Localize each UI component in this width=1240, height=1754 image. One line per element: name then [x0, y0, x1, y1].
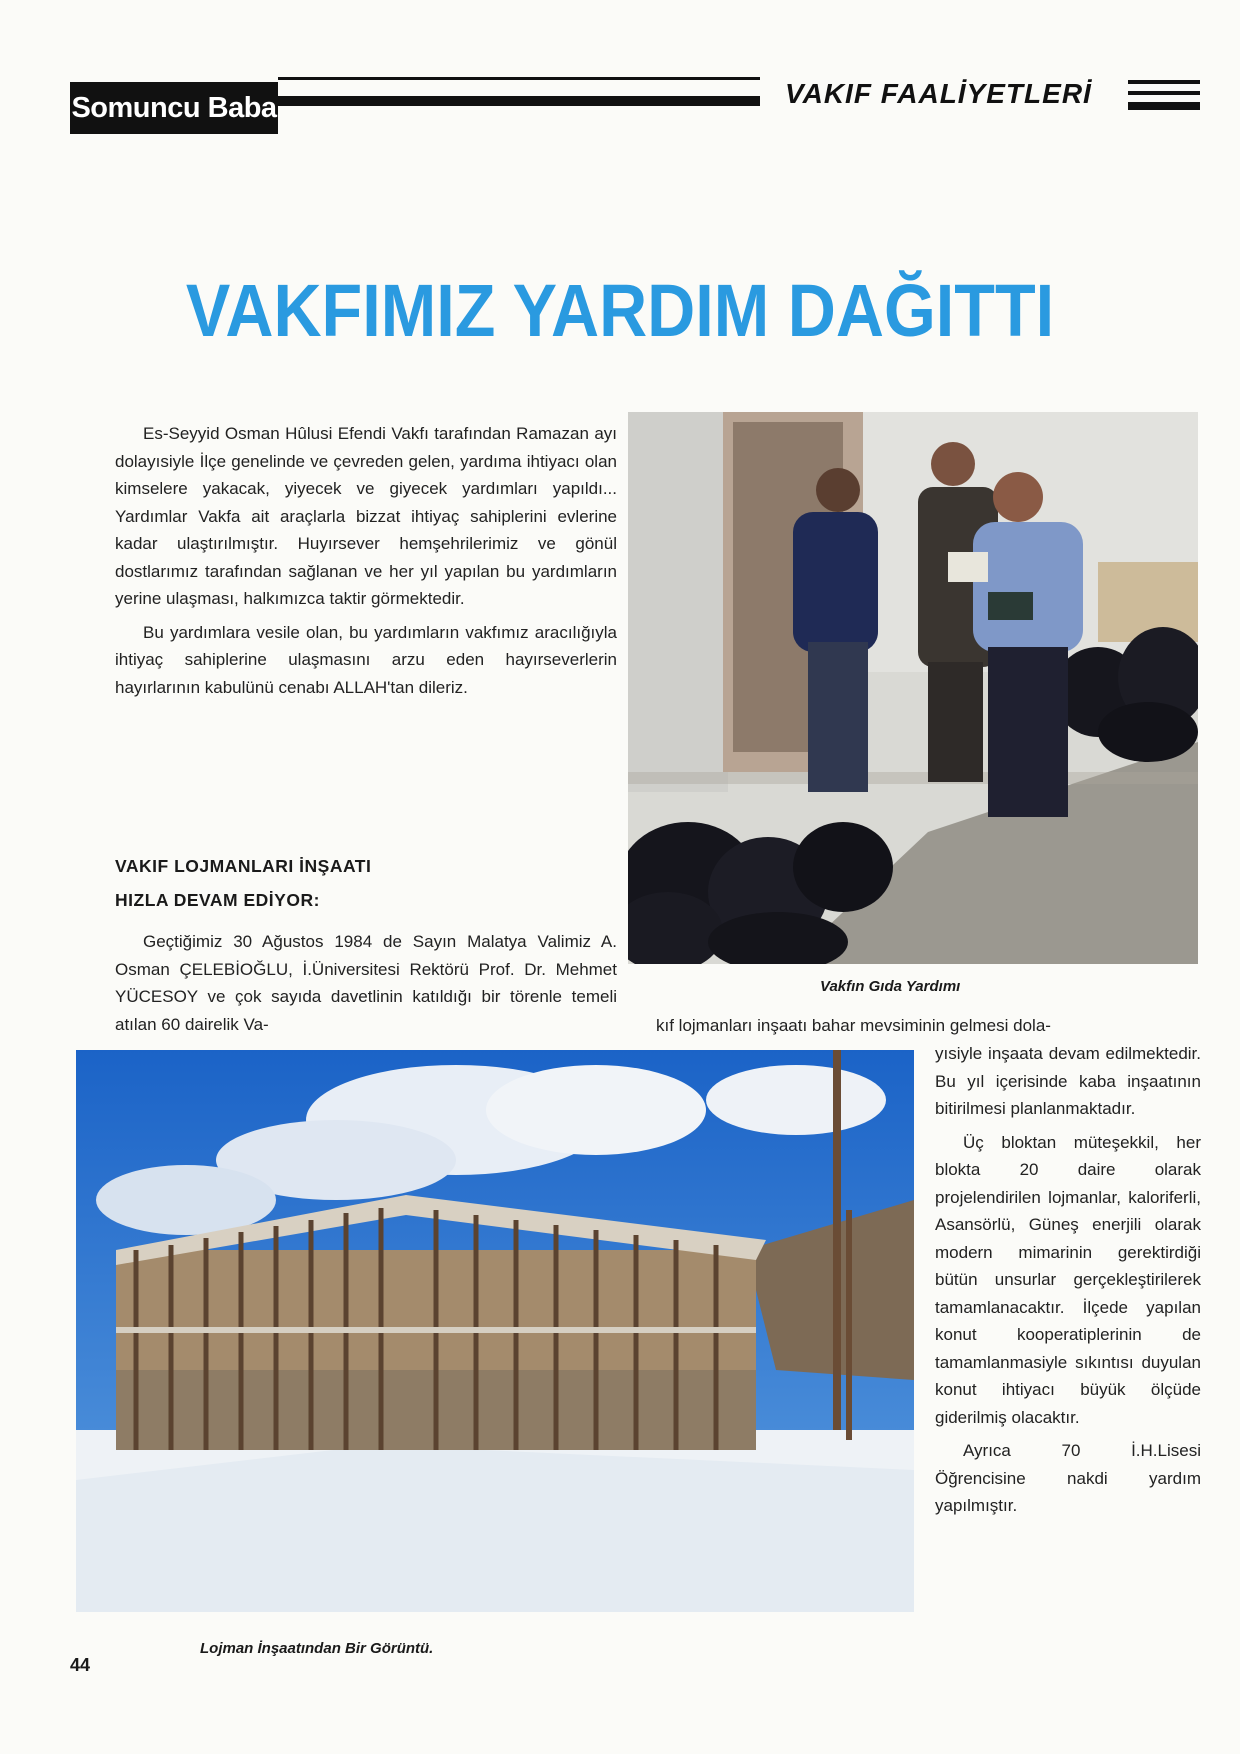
lojman-paragraph: Ayrıca 70 İ.H.Lisesi Öğrencisine nakdi yardım yapılmıştır.: [935, 1441, 1201, 1515]
subheading-line: VAKIF LOJMANLARI İNŞAATI: [115, 856, 372, 876]
lojman-continuation-line: kıf lojmanları inşaatı bahar mevsiminin gelmesi dola-: [656, 1016, 1051, 1035]
construction-photo: [76, 1050, 914, 1612]
subheading-line: HIZLA DEVAM EDİYOR:: [115, 890, 320, 910]
lojman-text-left: [115, 928, 617, 1044]
header-rule-thick: [278, 96, 760, 106]
construction-caption: Lojman İnşaatından Bir Görüntü.: [200, 1640, 434, 1657]
lojman-paragraph: Geçtiğimiz 30 Ağustos 1984 de Sayın Malatya Valimiz A. Osman ÇELEBİOĞLU, İ.Üniversitesi Rektörü Prof. Dr. Mehmet YÜCESOY ve çok sayıda davetlinin katıldığı bir törenle temeli atılan 60 dairelik Va-: [115, 932, 617, 1034]
header-bars-icon: [1128, 80, 1200, 117]
lojman-paragraph: Üç bloktan müteşekkil, her blokta 20 daire olarak projelendirilen lojmanlar, kaloriferli, Asansörlü, Güneş enerjili olarak modern mimarinin gerektirdiği bütün unsurlar gerçekleştirilerek tamamlanacaktır. İlçede yapılan konut kooperatiplerinin de tamamlanmasiyle sıkıntısı duyulan konut ihtiyacı büyük ölçüde giderilmiş olacaktır.: [935, 1132, 1201, 1427]
lojman-paragraph: yısiyle inşaata devam edilmektedir. Bu yıl içerisinde kaba inşaatının bitirilmesi planlanmaktadır.: [935, 1044, 1201, 1118]
intro-text: [115, 420, 617, 707]
intro-paragraph: Bu yardımlara vesile olan, bu yardımların vakfımız aracılığıyla ihtiyaç sahiplerine ulaşmasını arzu eden hayırseverlerin hayırlarının kabulünü cenabı ALLAH'tan dileriz.: [115, 622, 617, 697]
intro-paragraph: Es-Seyyid Osman Hûlusi Efendi Vakfı tarafından Ramazan ayı dolayısiyle İlçe genelinde ve çevreden gelen, yardıma ihtiyacı olan kimselere yakacak, yiyecek ve giyecek yardımları yapıldı... Yardımlar Vakfa ait araçlarla bizzat ihtiyaç sahiplerini evlerine kadar ulaştırılmıştır. Huyırsever hemşehrilerimiz ve gönül dostlarımız tarafından sağlanan ve her yıl yapılan bu yardımların yerine ulaşması, halkımızca taktir görmektedir.: [115, 424, 617, 608]
food-aid-photo: [628, 412, 1198, 964]
header-rule: [278, 77, 760, 80]
brand-logo: Somuncu Baba: [70, 82, 278, 134]
food-aid-caption: Vakfın Gıda Yardımı: [820, 978, 961, 995]
lojman-text-right: [935, 1040, 1201, 1526]
page-headline: VAKFIMIZ YARDIM DAĞITTI: [185, 269, 1055, 352]
section-title: VAKIF FAALİYETLERİ: [785, 78, 1092, 109]
page-number: 44: [70, 1655, 91, 1675]
